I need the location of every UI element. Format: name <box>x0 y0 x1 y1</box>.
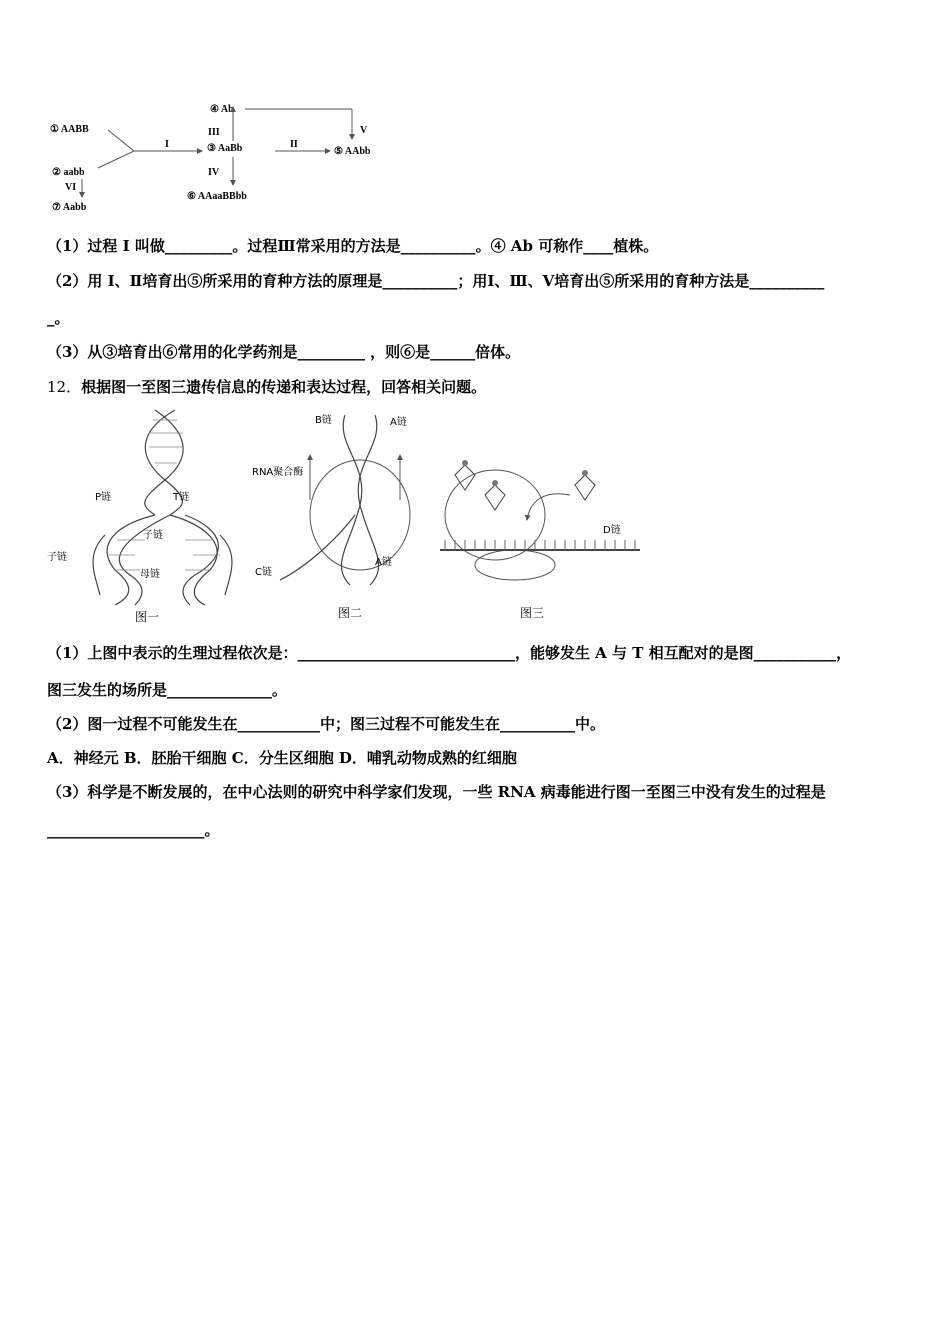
node-1: ① AABB <box>50 124 89 135</box>
trna-3 <box>575 475 595 500</box>
node-2: ② aabb <box>52 167 85 178</box>
figure-3-translation <box>435 455 650 625</box>
node-5: ⑤ AAbb <box>334 146 371 157</box>
fig3-d-chain: D链 <box>603 525 621 536</box>
q11-part-3: （3）从③培育出⑥常用的化学药剂是_________ ，则⑥是______倍体。 <box>47 343 521 361</box>
process-label-1: I <box>165 139 169 150</box>
c-chain-strand <box>280 515 355 580</box>
process-label-5: V <box>360 125 368 136</box>
cross-line-2 <box>98 151 134 168</box>
trna-1 <box>455 465 475 490</box>
fig3-caption: 图三 <box>520 606 545 620</box>
process-label-3: III <box>208 127 220 138</box>
amino-acid-3 <box>582 470 588 476</box>
node-3: ③ AaBb <box>207 143 243 154</box>
fig1-mother-chain: 母链 <box>140 569 160 580</box>
q12-stem <box>47 377 486 397</box>
q12-part-2: （2）图一过程不可能发生在___________中；图三过程不可能发生在__________中。 <box>47 715 605 733</box>
node-6: ⑥ AAaaBBbb <box>187 191 247 202</box>
fig3-arrow <box>527 494 570 520</box>
process-label-2: II <box>290 139 298 150</box>
fig2-a-chain-bottom: A链 <box>375 557 392 568</box>
amino-acid-2 <box>492 480 498 486</box>
process-label-6: VI <box>65 182 77 193</box>
q12-part-3: （3）科学是不断发展的，在中心法则的研究中科学家们发现，一些 RNA 病毒能进行图一至图三中没有发生的过程是 <box>47 783 826 801</box>
q12-part-1-cont: 图三发生的场所是______________。 <box>47 681 288 699</box>
fig2-a-chain-top: A链 <box>390 417 407 428</box>
child-strand-right <box>220 535 232 595</box>
q12-number: 12． <box>47 378 82 396</box>
amino-acid-1 <box>462 460 468 466</box>
fig1-t-chain: T链 <box>173 492 190 503</box>
fig1-child-chain: 子链 <box>47 552 67 563</box>
cross-line-1 <box>108 130 134 151</box>
left-helix-a <box>107 515 155 605</box>
fig2-caption: 图二 <box>338 606 363 620</box>
figure-2-transcription <box>250 405 430 625</box>
q12-part-1: （1）上图中表示的生理过程依次是：_____________________________，能够发生 A 与 T 相互配对的是图___________， <box>47 644 852 662</box>
node-4: ④ Ab <box>210 104 234 115</box>
process-label-4: IV <box>208 167 220 178</box>
q11-part-2-cont: _。 <box>47 309 70 327</box>
trna-2 <box>485 485 505 510</box>
fig1-p-chain: P链 <box>95 492 112 503</box>
figure-1-dna-replication <box>45 405 260 625</box>
fig2-b-chain: B链 <box>315 415 332 426</box>
node-7: ⑦ Aabb <box>52 202 87 213</box>
fig2-c-chain: C链 <box>255 567 272 578</box>
breeding-diagram <box>40 95 400 220</box>
fig2-enzyme: RNA聚合酶 <box>252 467 304 478</box>
left-helix-b <box>119 515 170 605</box>
q12-part-3-cont: _____________________。 <box>47 821 220 839</box>
q12-stem-text: 根据图一至图三遗传信息的传递和表达过程，回答相关问题。 <box>81 378 487 396</box>
q11-part-1: （1）过程 I 叫做_________。过程Ⅲ常采用的方法是__________。④ Ab 可称作____植株。 <box>47 237 659 255</box>
fig1-child-chain-center: 子链 <box>143 530 163 541</box>
q11-part-2: （2）用 I、Ⅱ培育出⑤所采用的育种方法的原理是__________；用Ⅰ、Ⅲ、Ⅴ培育出⑤所采用的育种方法是__________ <box>47 272 825 290</box>
fig1-caption: 图一 <box>135 610 160 624</box>
q12-options: A．神经元 B．胚胎干细胞 C．分生区细胞 D．哺乳动物成熟的红细胞 <box>47 749 517 767</box>
ribosome-small <box>475 550 555 580</box>
child-strand-left <box>93 535 105 595</box>
